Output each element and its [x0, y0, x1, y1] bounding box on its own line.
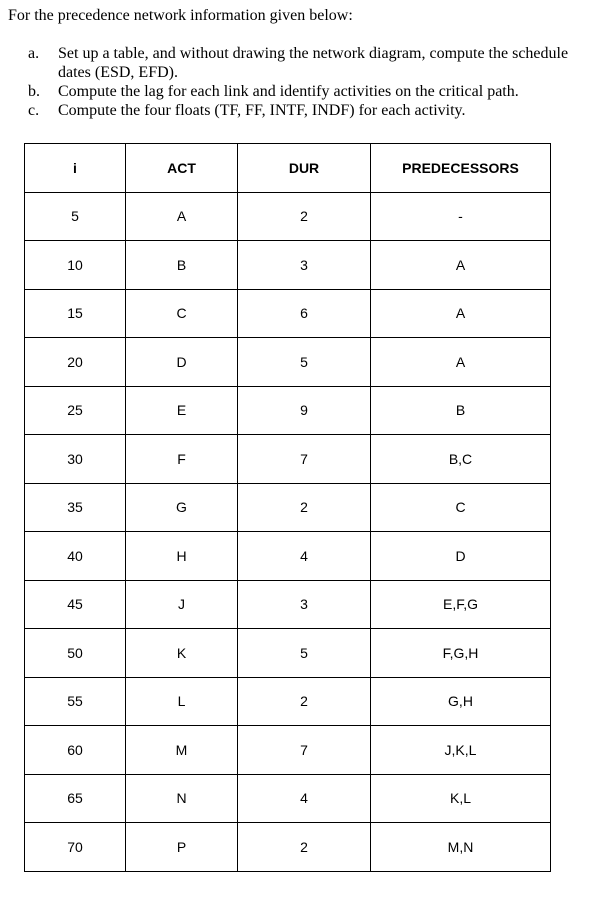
cell-act: L [126, 677, 238, 726]
table-row [25, 386, 551, 435]
cell-dur: 2 [238, 192, 371, 241]
cell-dur: 4 [238, 532, 371, 581]
header-predecessors: PREDECESSORS [371, 144, 551, 193]
task-item [28, 101, 604, 120]
cell-i: 30 [25, 435, 126, 484]
table-row [25, 289, 551, 338]
cell-act: G [126, 483, 238, 532]
table-row [25, 823, 551, 872]
task-marker: c . [28, 101, 39, 120]
cell-act: C [126, 289, 238, 338]
cell-act: P [126, 823, 238, 872]
cell-predecessors: J,K,L [371, 726, 551, 775]
task-list [28, 44, 604, 120]
table-row [25, 677, 551, 726]
intro-text: For the precedence network information given below: [8, 7, 353, 24]
cell-dur: 5 [238, 338, 371, 387]
task-item [28, 82, 604, 101]
cell-i: 25 [25, 386, 126, 435]
task-text: Set up a table, and without drawing the network diagram, compute the schedule dates (ESD, EFD). [58, 45, 569, 81]
cell-dur: 9 [238, 386, 371, 435]
cell-act: D [126, 338, 238, 387]
cell-act: N [126, 774, 238, 823]
cell-act: K [126, 629, 238, 678]
cell-dur: 3 [238, 580, 371, 629]
cell-i: 20 [25, 338, 126, 387]
cell-act: A [126, 192, 238, 241]
table-row [25, 629, 551, 678]
cell-dur: 7 [238, 726, 371, 775]
cell-i: 5 [25, 192, 126, 241]
cell-predecessors: G,H [371, 677, 551, 726]
task-marker: a . [28, 44, 39, 63]
cell-act: M [126, 726, 238, 775]
cell-act: H [126, 532, 238, 581]
table-row [25, 435, 551, 484]
cell-predecessors: D [371, 532, 551, 581]
cell-i: 65 [25, 774, 126, 823]
cell-predecessors: A [371, 241, 551, 290]
cell-predecessors: A [371, 289, 551, 338]
cell-i: 35 [25, 483, 126, 532]
cell-dur: 6 [238, 289, 371, 338]
cell-i: 50 [25, 629, 126, 678]
header-act: ACT [126, 144, 238, 193]
table-row [25, 192, 551, 241]
cell-act: J [126, 580, 238, 629]
table-row [25, 726, 551, 775]
cell-act: B [126, 241, 238, 290]
header-dur: DUR [238, 144, 371, 193]
cell-i: 45 [25, 580, 126, 629]
cell-i: 40 [25, 532, 126, 581]
cell-predecessors: M,N [371, 823, 551, 872]
table-row [25, 774, 551, 823]
cell-dur: 7 [238, 435, 371, 484]
cell-predecessors: F,G,H [371, 629, 551, 678]
table-row [25, 338, 551, 387]
cell-dur: 2 [238, 483, 371, 532]
cell-predecessors: - [371, 192, 551, 241]
cell-predecessors: K,L [371, 774, 551, 823]
task-text: Compute the lag for each link and identify activities on the critical path. [58, 83, 519, 100]
cell-act: F [126, 435, 238, 484]
table-row [25, 483, 551, 532]
cell-dur: 2 [238, 823, 371, 872]
cell-predecessors: A [371, 338, 551, 387]
table-row [25, 241, 551, 290]
cell-i: 10 [25, 241, 126, 290]
precedence-table [24, 143, 551, 872]
task-text: Compute the four floats (TF, FF, INTF, INDF) for each activity. [58, 102, 466, 119]
task-marker: b . [28, 82, 40, 101]
cell-predecessors: B,C [371, 435, 551, 484]
cell-dur: 2 [238, 677, 371, 726]
table-header-row [25, 144, 551, 193]
cell-dur: 3 [238, 241, 371, 290]
cell-dur: 4 [238, 774, 371, 823]
cell-predecessors: E,F,G [371, 580, 551, 629]
cell-dur: 5 [238, 629, 371, 678]
header-i: i [25, 144, 126, 193]
cell-i: 55 [25, 677, 126, 726]
cell-i: 60 [25, 726, 126, 775]
cell-predecessors: B [371, 386, 551, 435]
task-item [28, 44, 604, 82]
cell-act: E [126, 386, 238, 435]
cell-i: 15 [25, 289, 126, 338]
cell-predecessors: C [371, 483, 551, 532]
table-row [25, 580, 551, 629]
table-row [25, 532, 551, 581]
cell-i: 70 [25, 823, 126, 872]
